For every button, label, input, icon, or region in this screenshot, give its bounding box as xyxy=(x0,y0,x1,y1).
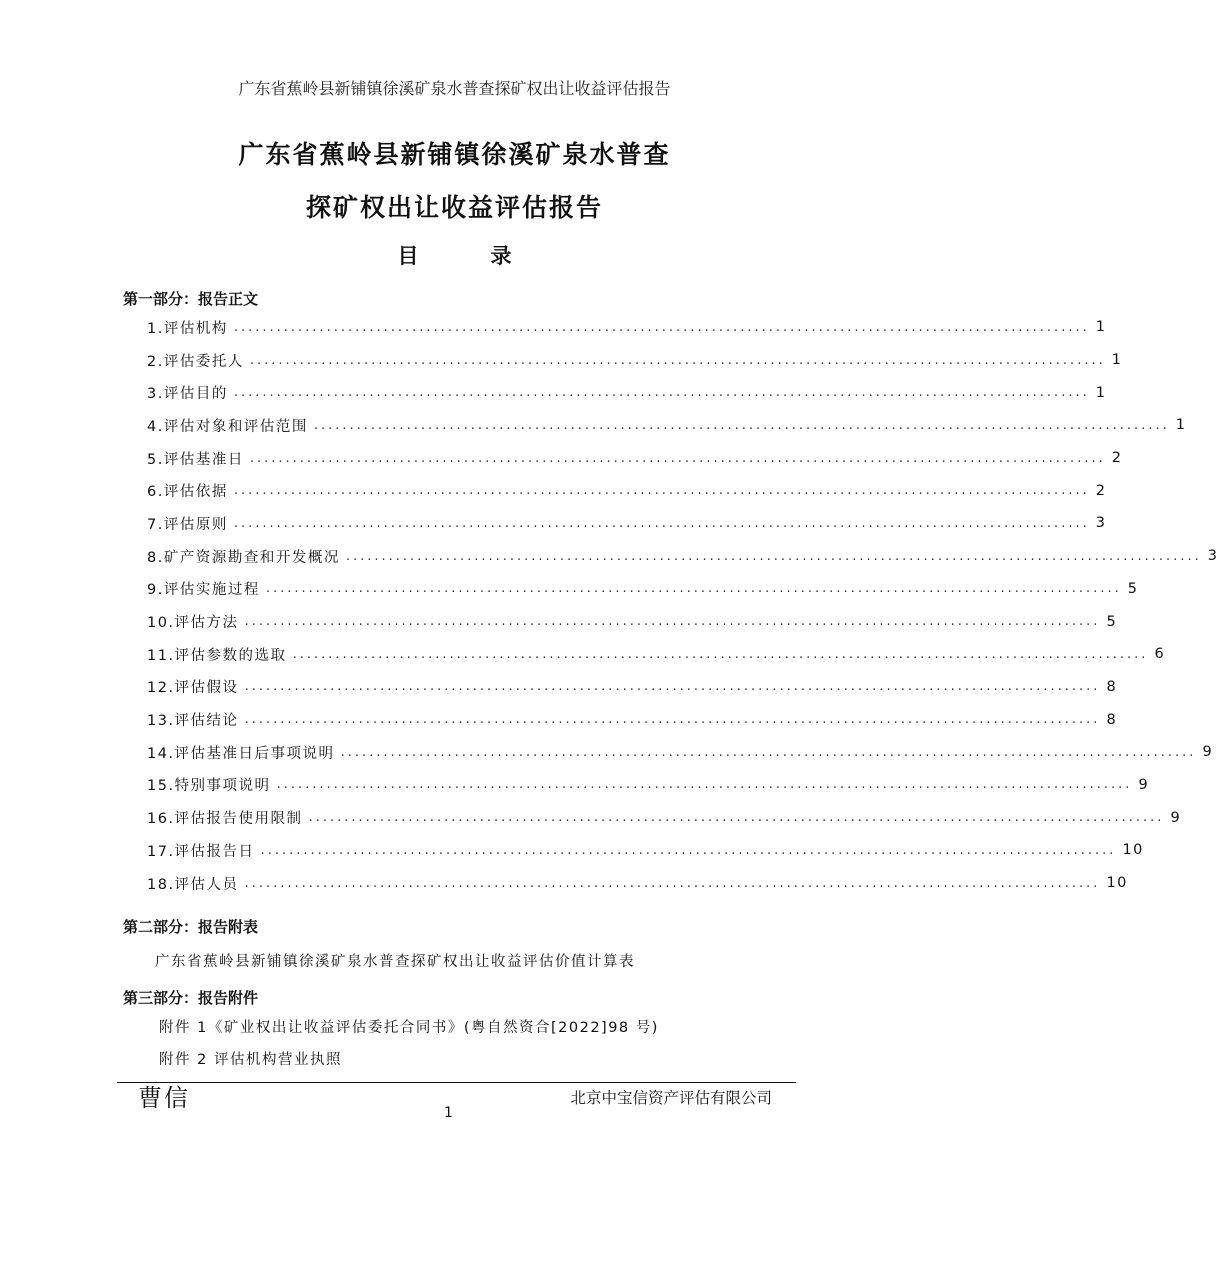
toc-item-leader: ........................................................................................................................ xyxy=(233,385,1090,401)
toc-item xyxy=(147,801,1182,834)
toc-item xyxy=(147,834,1144,867)
toc-item-label: 4.评估对象和评估范围 xyxy=(147,418,308,435)
part2-line: 广东省蕉岭县新铺镇徐溪矿泉水普查探矿权出让收益评估价值计算表 xyxy=(155,954,635,970)
toc-item-page: 9 xyxy=(1138,776,1150,793)
toc-item-label: 8.矿产资源勘查和开发概况 xyxy=(147,549,340,566)
toc-item-label: 2.评估委托人 xyxy=(147,353,244,370)
toc-item-label: 16.评估报告使用限制 xyxy=(147,811,303,828)
toc-item-label: 13.评估结论 xyxy=(147,713,239,730)
toc-item xyxy=(147,409,1187,442)
toc-item xyxy=(147,671,1118,704)
toc-item-page: 9 xyxy=(1202,744,1214,761)
toc-item-page: 1 xyxy=(1095,319,1107,336)
report-title-line-2: 探矿权出让收益评估报告 xyxy=(305,193,603,222)
toc-item-page: 1 xyxy=(1175,417,1187,434)
toc-item-page: 8 xyxy=(1106,678,1118,695)
toc-item-label: 9.评估实施过程 xyxy=(147,582,260,599)
toc-item-leader: ........................................................................................................................ xyxy=(244,679,1101,695)
toc-item-page: 5 xyxy=(1127,580,1139,597)
toc-item-label: 18.评估人员 xyxy=(147,876,239,893)
toc-item-page: 1 xyxy=(1111,352,1123,369)
toc-list xyxy=(147,311,1218,899)
toc-item xyxy=(147,605,1118,638)
footer-company: 北京中宝信资产评估有限公司 xyxy=(570,1089,772,1107)
toc-item-leader: ........................................................................................................................ xyxy=(244,875,1101,891)
report-title-line-1: 广东省蕉岭县新铺镇徐溪矿泉水普查 xyxy=(238,140,671,169)
toc-item-leader: ........................................................................................................................ xyxy=(249,352,1106,368)
toc-item-leader: ........................................................................................................................ xyxy=(265,581,1122,597)
part3-line-1: 附件 1《矿业权出让收益评估委托合同书》(粤自然资合[2022]98 号) xyxy=(159,1020,659,1036)
footer-signature: 曹信 xyxy=(138,1084,190,1112)
part1-heading: 第一部分：报告正文 xyxy=(123,290,259,308)
toc-item-page: 3 xyxy=(1095,515,1107,532)
toc-item-page: 9 xyxy=(1170,809,1182,826)
toc-item xyxy=(147,703,1118,736)
toc-item-page: 6 xyxy=(1154,646,1166,663)
toc-item-page: 2 xyxy=(1095,482,1107,499)
toc-item-leader: ........................................................................................................................ xyxy=(276,777,1133,793)
toc-item-page: 1 xyxy=(1095,384,1107,401)
toc-item xyxy=(147,474,1107,507)
toc-item xyxy=(147,311,1107,344)
toc-item-page: 3 xyxy=(1207,548,1218,565)
toc-item xyxy=(147,540,1218,573)
toc-item-leader: ........................................................................................................................ xyxy=(340,744,1197,760)
running-header: 广东省蕉岭县新铺镇徐溪矿泉水普查探矿权出让收益评估报告 xyxy=(238,79,671,98)
toc-item-label: 1.评估机构 xyxy=(147,320,228,337)
toc-item-leader: ........................................................................................................................ xyxy=(233,515,1090,531)
toc-item-leader: ........................................................................................................................ xyxy=(260,842,1117,858)
toc-item-leader: ........................................................................................................................ xyxy=(313,417,1170,433)
toc-item xyxy=(147,736,1214,769)
toc-item-label: 6.评估依据 xyxy=(147,484,228,501)
toc-item-label: 10.评估方法 xyxy=(147,615,239,632)
toc-item-leader: ........................................................................................................................ xyxy=(233,483,1090,499)
toc-item-label: 11.评估参数的选取 xyxy=(147,647,287,664)
toc-item xyxy=(147,376,1107,409)
toc-item xyxy=(147,442,1123,475)
toc-item-label: 17.评估报告日 xyxy=(147,843,255,860)
toc-item-label: 3.评估目的 xyxy=(147,386,228,403)
toc-item-leader: ........................................................................................................................ xyxy=(249,450,1106,466)
toc-item-page: 2 xyxy=(1111,450,1123,467)
footer-rule xyxy=(117,1082,796,1083)
toc-item xyxy=(147,638,1166,671)
toc-item xyxy=(147,507,1107,540)
toc-item-leader: ........................................................................................................................ xyxy=(345,548,1202,564)
toc-item xyxy=(147,769,1150,802)
toc-item xyxy=(147,344,1123,377)
part3-line-2: 附件 2 评估机构营业执照 xyxy=(159,1052,342,1068)
toc-item-leader: ........................................................................................................................ xyxy=(233,319,1090,335)
toc-item xyxy=(147,867,1128,900)
toc-item-page: 10 xyxy=(1106,875,1128,892)
part3-heading: 第三部分：报告附件 xyxy=(123,989,259,1007)
toc-item-label: 15.特别事项说明 xyxy=(147,778,271,795)
toc-item-label: 12.评估假设 xyxy=(147,680,239,697)
part2-heading: 第二部分：报告附表 xyxy=(123,918,259,936)
toc-heading xyxy=(0,240,909,270)
toc-item-page: 10 xyxy=(1122,842,1144,859)
toc-item-leader: ........................................................................................................................ xyxy=(244,712,1101,728)
toc-item-page: 5 xyxy=(1106,613,1118,630)
toc-item-label: 7.评估原则 xyxy=(147,516,228,533)
toc-heading-char-2: 录 xyxy=(490,244,512,268)
toc-item-leader: ........................................................................................................................ xyxy=(244,614,1101,630)
page-number: 1 xyxy=(444,1105,453,1121)
toc-item xyxy=(147,573,1139,606)
toc-heading-char-1: 目 xyxy=(397,244,419,268)
toc-item-leader: ........................................................................................................................ xyxy=(308,810,1165,826)
toc-item-label: 14.评估基准日后事项说明 xyxy=(147,745,335,762)
toc-item-page: 8 xyxy=(1106,711,1118,728)
toc-item-label: 5.评估基准日 xyxy=(147,451,244,468)
toc-item-leader: ........................................................................................................................ xyxy=(292,646,1149,662)
